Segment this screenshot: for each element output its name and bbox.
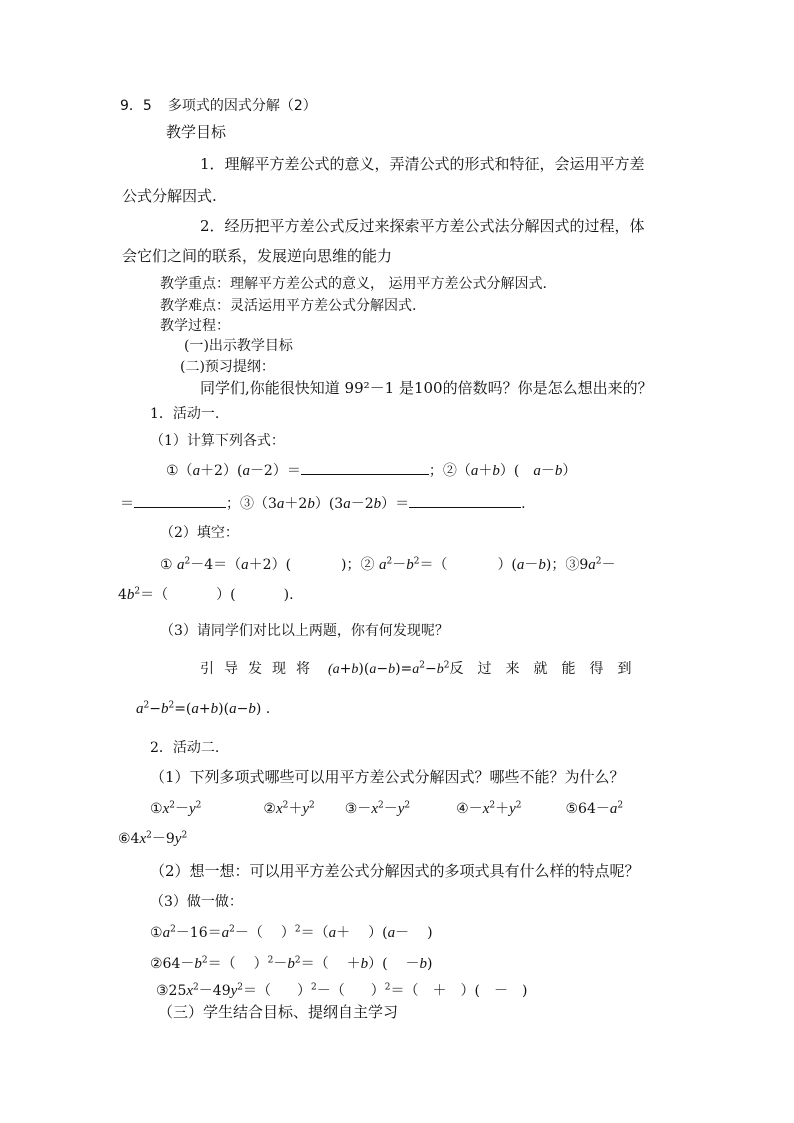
fill-line-1: ① $a^2-4=(a+2)$( )；② $a^2-b^2=$（ ）(a－b)；$③9a^2-$	[160, 556, 616, 573]
goal-1-line-1: 1．理解平方差公式的意义，弄清公式的形式和特征，会运用平方差	[200, 155, 645, 173]
goal-1-line-2: 公式分解因式.	[122, 187, 217, 205]
goal-2-line-1: 2．经历把平方差公式反过来探索平方差公式法分解因式的过程，体	[200, 217, 645, 235]
answer-blank[interactable]	[134, 493, 226, 508]
guide-lead: 引导发现将	[200, 661, 320, 677]
answer-blank[interactable]	[409, 493, 521, 508]
guide-tail: 反过来就能得到	[449, 661, 646, 677]
guide-text: 引导发现将 $(a+b)(a-b)=a^2-b^2$反过来就能得到	[200, 660, 646, 677]
section-number: 9．5	[120, 98, 152, 114]
section-title: 多项式的因式分解（2）	[167, 98, 317, 114]
compute-line-1: ①（a＋2）(a－2）＝ ；②（a＋b）( a－b）	[166, 460, 576, 481]
step-1: (一)出示教学目标	[184, 338, 293, 354]
activity-2-q2: （2）想一想：可以用平方差公式分解因式的多项式具有什么样的特点呢？	[150, 862, 640, 880]
goals-heading: 教学目标	[166, 123, 227, 141]
activity-1-heading: 1．活动一.	[150, 406, 220, 422]
step-2: (二)预习提纲：	[180, 359, 275, 375]
teaching-key-point: 教学重点：理解平方差公式的意义， 运用平方差公式分解因式.	[160, 276, 547, 292]
practice-1: $①a^2-16=a^2-$（ ）$^2$＝（a＋ ）(a－ )	[150, 924, 433, 941]
activity-2-q1: （1）下列多项式哪些可以用平方差公式分解因式？哪些不能？为什么？	[150, 768, 625, 786]
preview-question: 同学们,你能很快知道 99²－1 是100的倍数吗？你是怎么想出来的？	[200, 379, 653, 397]
polynomial-list: $①x^2-y^2$ $②x^2+y^2$ $③-x^2-y^2$ $④-x^2+y^2$ $⑤64-a^2$	[150, 800, 624, 817]
teaching-difficulty: 教学难点：灵活运用平方差公式分解因式.	[160, 298, 417, 314]
polynomial-6: $⑥4x^2-9y^2$	[118, 830, 188, 847]
page-title	[120, 96, 317, 116]
activity-2-heading: 2．活动二.	[150, 740, 220, 756]
practice-2: $②64-b^2=$（ ）$^2-b^2=( +b)( -b)$	[150, 955, 433, 972]
practice-3: $③25x^2-49y^2=$（ ）$^2$－（ ）$^2$＝（ ＋ ）( － )	[156, 982, 528, 999]
compute-line-2: ＝ ；③（3a＋2b）(3a－2b）＝ .	[120, 493, 526, 514]
answer-blank[interactable]	[301, 460, 429, 475]
activity-1-q1: （1）计算下列各式：	[150, 433, 285, 449]
activity-2-q3: （3）做一做：	[150, 894, 243, 910]
fill-line-2: $4b^2=$（ ）( ).	[118, 586, 294, 603]
step-3: （三）学生结合目标、提纲自主学习	[158, 1003, 399, 1021]
activity-1-q2: （2）填空：	[160, 525, 239, 541]
goal-2-line-2: 会它们之间的联系，发展逆向思维的能力	[122, 247, 393, 265]
formula-result: $a^2-b^2=(a+b)(a-b)$ .	[136, 700, 271, 717]
teaching-process: 教学过程：	[160, 318, 230, 334]
activity-1-q3: （3）请同学们对比以上两题，你有何发现呢？	[160, 623, 449, 639]
